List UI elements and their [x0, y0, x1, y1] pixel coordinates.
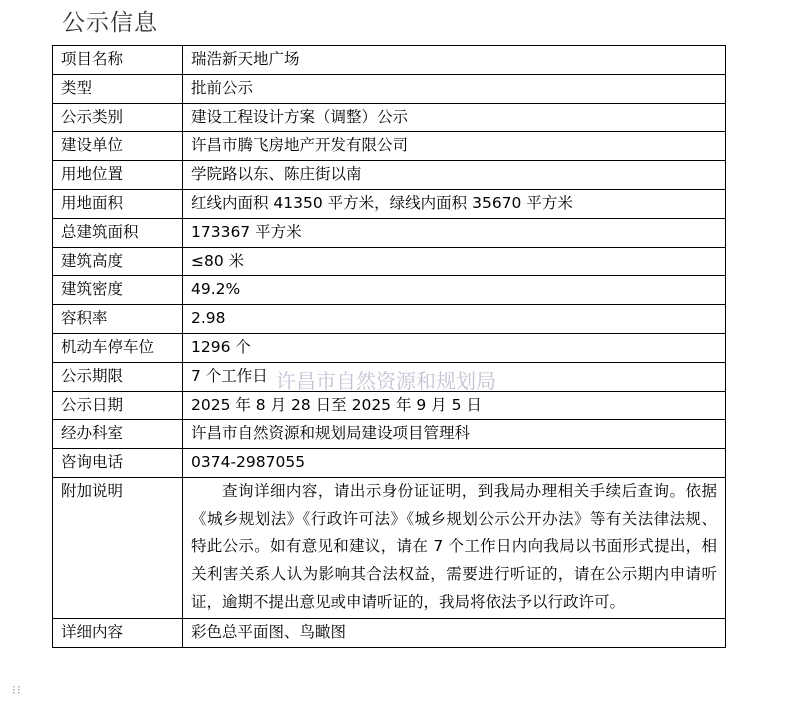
row-value: 7 个工作日 [183, 362, 726, 391]
page-title: 公示信息 [62, 10, 158, 36]
table-row [53, 103, 726, 132]
row-label: 容积率 [53, 305, 183, 334]
table-row [53, 362, 726, 391]
info-table [52, 45, 726, 648]
drag-handle-icon[interactable]: ⁝⁝ [12, 683, 22, 697]
watermark-text: 许昌市自然资源和规划局 [276, 369, 496, 393]
row-label: 用地位置 [53, 161, 183, 190]
row-label: 公示日期 [53, 391, 183, 420]
row-label: 经办科室 [53, 420, 183, 449]
row-label: 类型 [53, 74, 183, 103]
row-label: 详细内容 [53, 619, 183, 648]
row-label: 咨询电话 [53, 449, 183, 478]
row-value: 学院路以东、陈庄街以南 [183, 161, 726, 190]
table-row [53, 305, 726, 334]
row-value: 2.98 [183, 305, 726, 334]
row-value: 彩色总平面图、鸟瞰图 [183, 619, 726, 648]
row-label: 建筑高度 [53, 247, 183, 276]
table-row [53, 132, 726, 161]
table-row [53, 74, 726, 103]
row-value: 2025 年 8 月 28 日至 2025 年 9 月 5 日 [183, 391, 726, 420]
table-row [53, 619, 726, 648]
row-label: 用地面积 [53, 189, 183, 218]
table-row [53, 46, 726, 75]
table-row [53, 247, 726, 276]
table-row [53, 477, 726, 619]
row-label: 建筑密度 [53, 276, 183, 305]
row-label: 机动车停车位 [53, 333, 183, 362]
row-value-note: 查询详细内容，请出示身份证证明，到我局办理相关手续后查询。依据《城乡规划法》《行政许可法》《城乡规划公示公开办法》等有关法律法规、特此公示。如有意见和建议，请在 7 个工作日内向我局以书面形式提出，相关利害关系人认为影响其合法权益，需要进行听证的，请在公示期内申请听证，逾期不提出意见或申请听证的，我局将依法予以行政许可。 [183, 477, 726, 619]
row-value: 许昌市腾飞房地产开发有限公司 [183, 132, 726, 161]
row-value: 0374-2987055 [183, 449, 726, 478]
row-value: 许昌市自然资源和规划局建设项目管理科 [183, 420, 726, 449]
row-value: 49.2% [183, 276, 726, 305]
table-row [53, 420, 726, 449]
row-value: 瑞浩新天地广场 [183, 46, 726, 75]
table-row [53, 189, 726, 218]
row-label: 总建筑面积 [53, 218, 183, 247]
row-label: 公示类别 [53, 103, 183, 132]
row-label: 项目名称 [53, 46, 183, 75]
table-row [53, 161, 726, 190]
row-value: 批前公示 [183, 74, 726, 103]
row-value: ≤80 米 [183, 247, 726, 276]
table-row [53, 276, 726, 305]
table-row [53, 391, 726, 420]
row-label: 建设单位 [53, 132, 183, 161]
table-row [53, 218, 726, 247]
row-value: 红线内面积 41350 平方米，绿线内面积 35670 平方米 [183, 189, 726, 218]
row-value: 1296 个 [183, 333, 726, 362]
row-label: 公示期限 [53, 362, 183, 391]
row-label: 附加说明 [53, 477, 183, 619]
row-value: 173367 平方米 [183, 218, 726, 247]
table-row [53, 333, 726, 362]
row-value: 建设工程设计方案（调整）公示 [183, 103, 726, 132]
table-row [53, 449, 726, 478]
